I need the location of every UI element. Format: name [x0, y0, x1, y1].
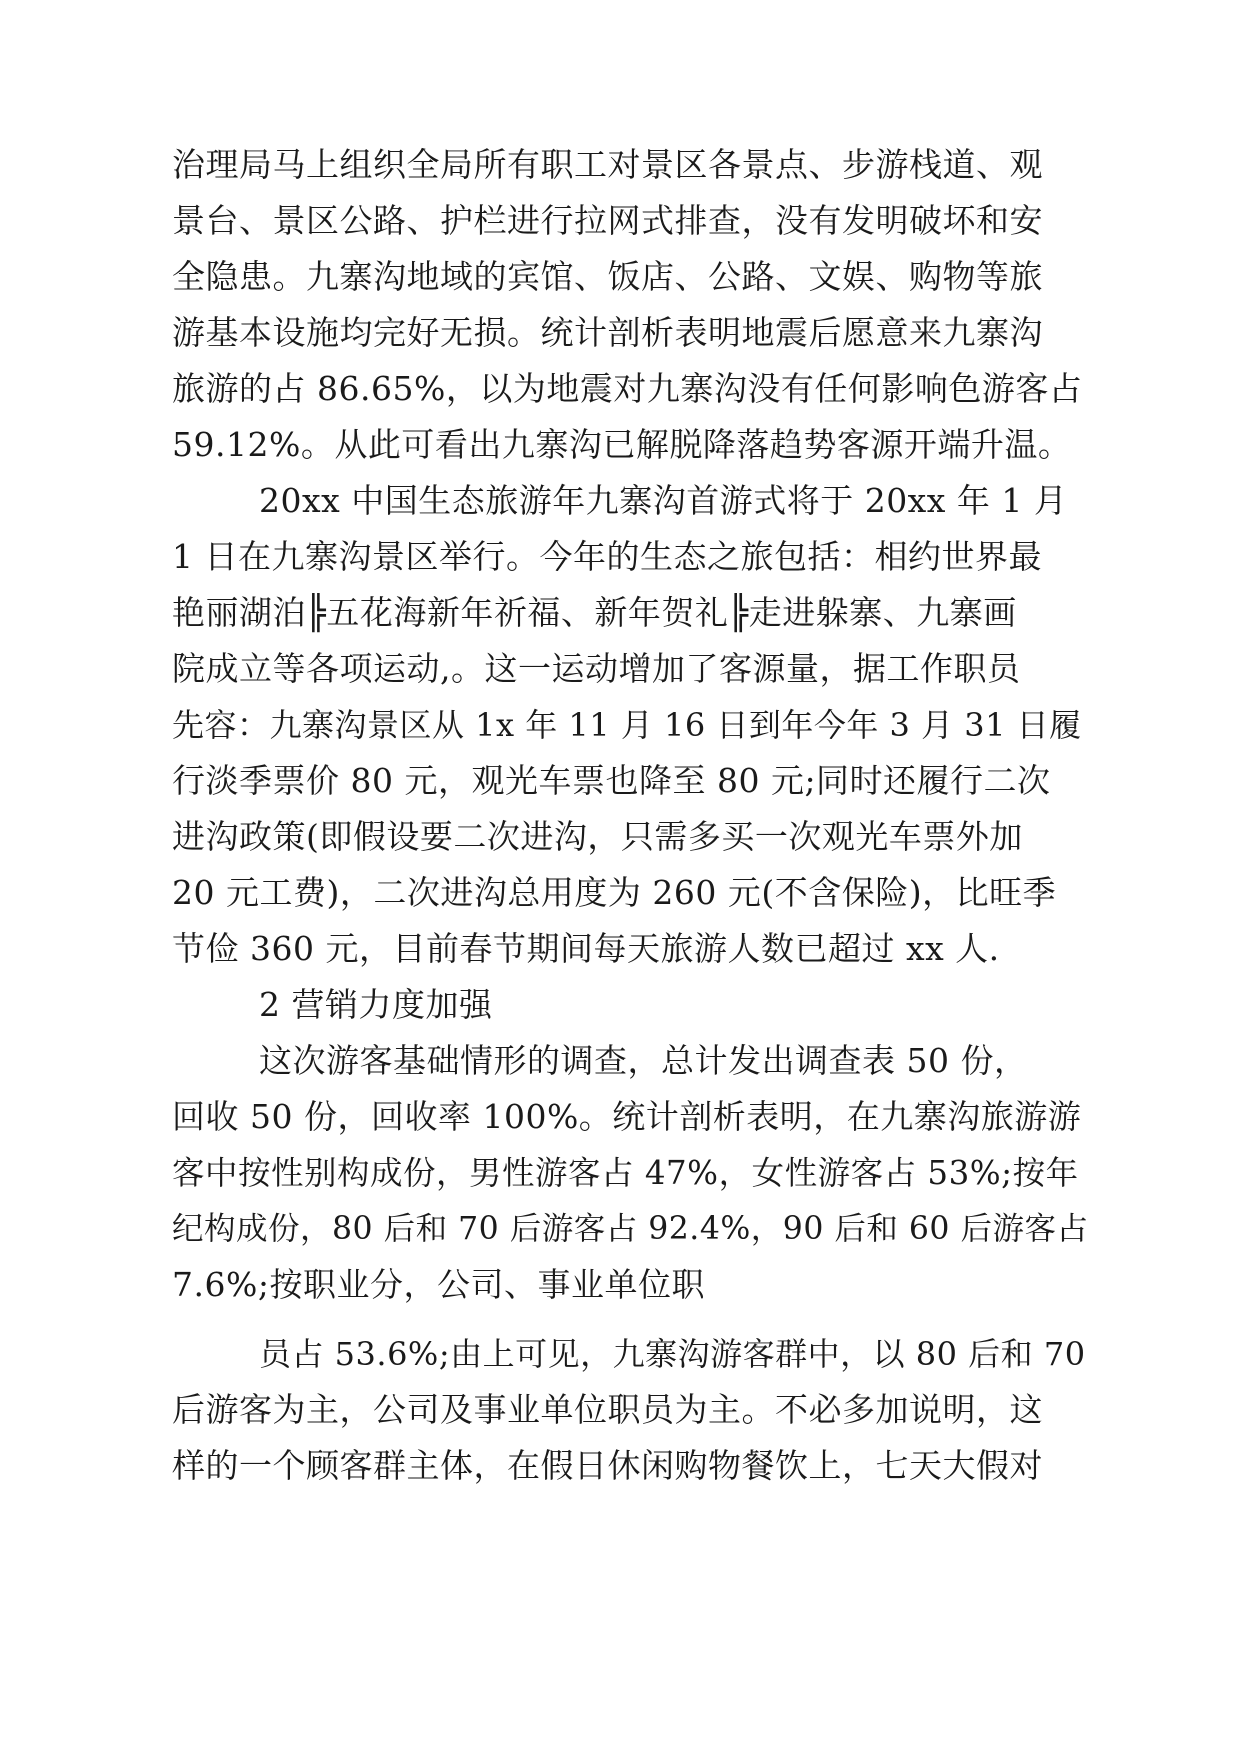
- text-line: 员占 53.6%;由上可见，九寨沟游客群中，以 80 后和 70: [259, 1335, 1086, 1373]
- text-line: 回收 50 份，回收率 100%。统计剖析表明，在九寨沟旅游游: [172, 1097, 1082, 1136]
- text-line: 节俭 360 元，目前春节期间每天旅游人数已超过 xx 人.: [172, 929, 1000, 968]
- text-line: 进沟政策(即假设要二次进沟，只需多买一次观光车票外加: [172, 817, 1023, 856]
- text-line: 客中按性别构成份，男性游客占 47%，女性游客占 53%;按年: [172, 1154, 1079, 1192]
- text-line: 20xx 中国生态旅游年九寨沟首游式将于 20xx 年 1 月: [259, 481, 1068, 520]
- text-line: 治理局马上组织全局所有职工对景区各景点、步游栈道、观: [172, 145, 1043, 184]
- text-line: 艳丽湖泊╠五花海新年祈福、新年贺礼╠走进躲寨、九寨画: [172, 593, 1017, 632]
- text-line: 后游客为主，公司及事业单位职员为主。不必多加说明，这: [172, 1390, 1043, 1429]
- text-line: 全隐患。九寨沟地域的宾馆、饭店、公路、文娱、购物等旅: [172, 257, 1043, 296]
- text-line: 样的一个顾客群主体，在假日休闲购物餐饮上，七天大假对: [172, 1446, 1043, 1485]
- text-line: 59.12%。从此可看出九寨沟已解脱降落趋势客源开端升温。: [172, 425, 1072, 464]
- text-line: 这次游客基础情形的调查，总计发出调查表 50 份，: [259, 1041, 1028, 1080]
- text-line: 20 元工费)，二次进沟总用度为 260 元(不含保险)，比旺季: [172, 873, 1057, 912]
- text-line: 院成立等各项运动,。这一运动增加了客源量，据工作职员: [172, 649, 1021, 688]
- text-line: 行淡季票价 80 元，观光车票也降至 80 元;同时还履行二次: [172, 761, 1051, 800]
- text-line: 先容：九寨沟景区从 1x 年 11 月 16 日到年今年 3 月 31 日履: [172, 706, 1082, 744]
- text-line: 7.6%;按职业分，公司、事业单位职: [172, 1265, 705, 1304]
- text-line: 旅游的占 86.65%，以为地震对九寨沟没有任何影响色游客占: [172, 369, 1083, 408]
- section-heading: 2 营销力度加强: [259, 985, 493, 1024]
- text-line: 1 日在九寨沟景区举行。今年的生态之旅包括：相约世界最: [172, 537, 1042, 576]
- text-line: 景台、景区公路、护栏进行拉网式排查，没有发明破坏和安: [172, 201, 1043, 240]
- text-line: 游基本设施均完好无损。统计剖析表明地震后愿意来九寨沟: [172, 313, 1043, 352]
- text-line: 纪构成份，80 后和 70 后游客占 92.4%，90 后和 60 后游客占: [172, 1211, 1089, 1247]
